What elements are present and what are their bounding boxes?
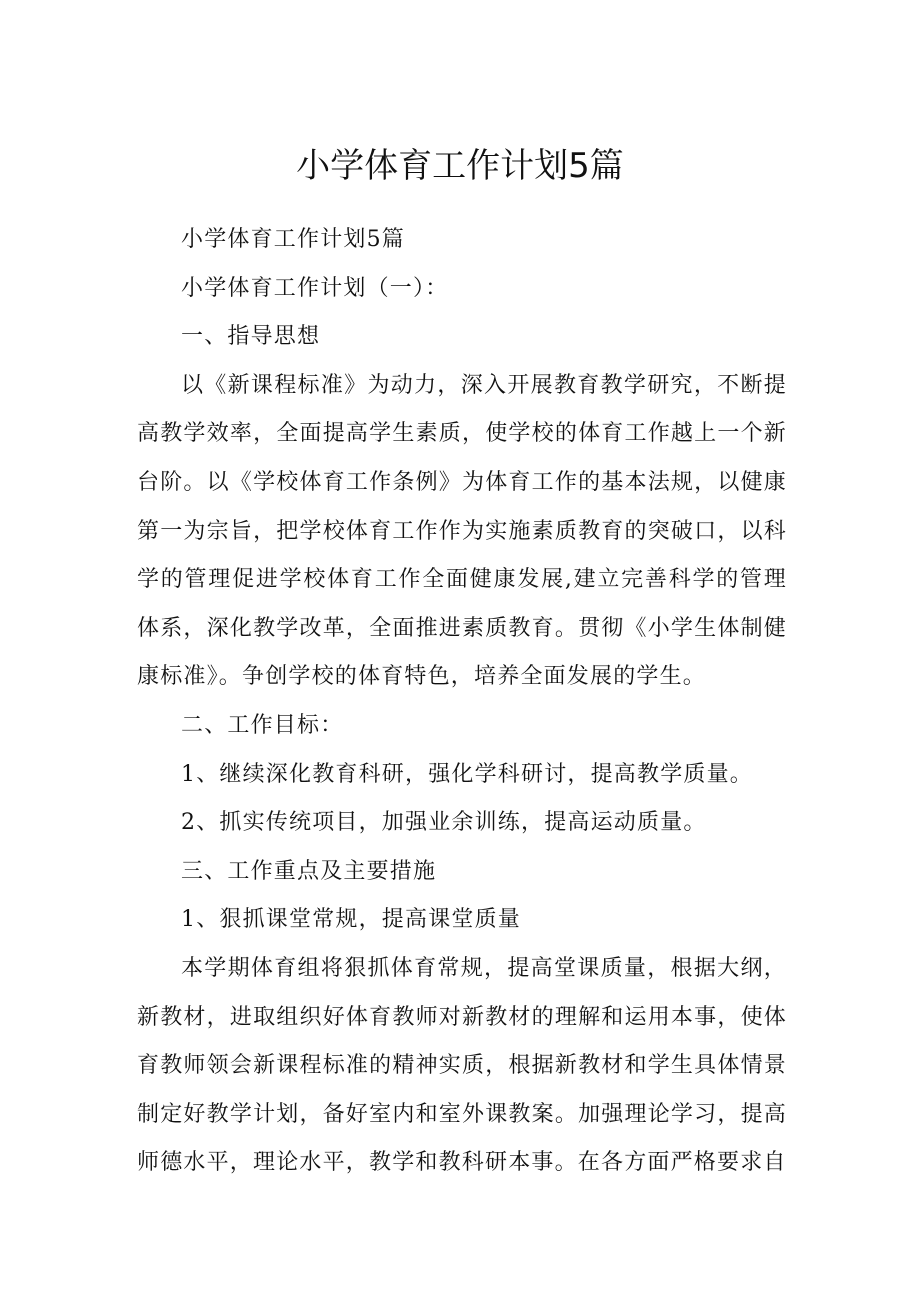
paragraph: 小学体育工作计划5篇 [181, 227, 405, 252]
list-item: 2、抓实传统项目，加强业余训练，提高运动质量。 [181, 810, 707, 836]
paragraph: 小学体育工作计划（一）： [181, 275, 449, 301]
list-item: 1、继续深化教育科研，强化学科研讨，提高教学质量。 [181, 761, 753, 787]
section-heading: 二、工作目标： [181, 712, 344, 738]
section-heading: 一、指导思想 [181, 324, 321, 350]
document-title: 小学体育工作计划5篇 [296, 146, 624, 186]
subsection-heading: 1、狠抓课堂常规，提高课堂质量 [181, 907, 521, 933]
section-heading: 三、工作重点及主要措施 [181, 858, 437, 884]
paragraph: 本学期体育组将狠抓体育常规，提高堂课质量，根据大纲，新教材，进取组织好体育教师对新教材的理解和运用本事，使体育教师领会新课程标准的精神实质，根据新教材和学生具体情景制定好教学计划，备好室内和室外课教案。加强理论学习，提高师德水平，理论水平，教学和教科研本事。在各方面严格要求自 [137, 955, 787, 1176]
document-body [137, 216, 787, 1188]
paragraph: 以《新课程标准》为动力，深入开展教育教学研究，不断提高教学效率，全面提高学生素质，使学校的体育工作越上一个新台阶。以《学校体育工作条例》为体育工作的基本法规，以健康第一为宗旨，把学校体育工作作为实施素质教育的突破口，以科学的管理促进学校体育工作全面健康发展,建立完善科学的管理体系，深化教学改革，全面推进素质教育。贯彻《小学生体制健康标准》。争创学校的体育特色，培养全面发展的学生。 [137, 372, 787, 690]
